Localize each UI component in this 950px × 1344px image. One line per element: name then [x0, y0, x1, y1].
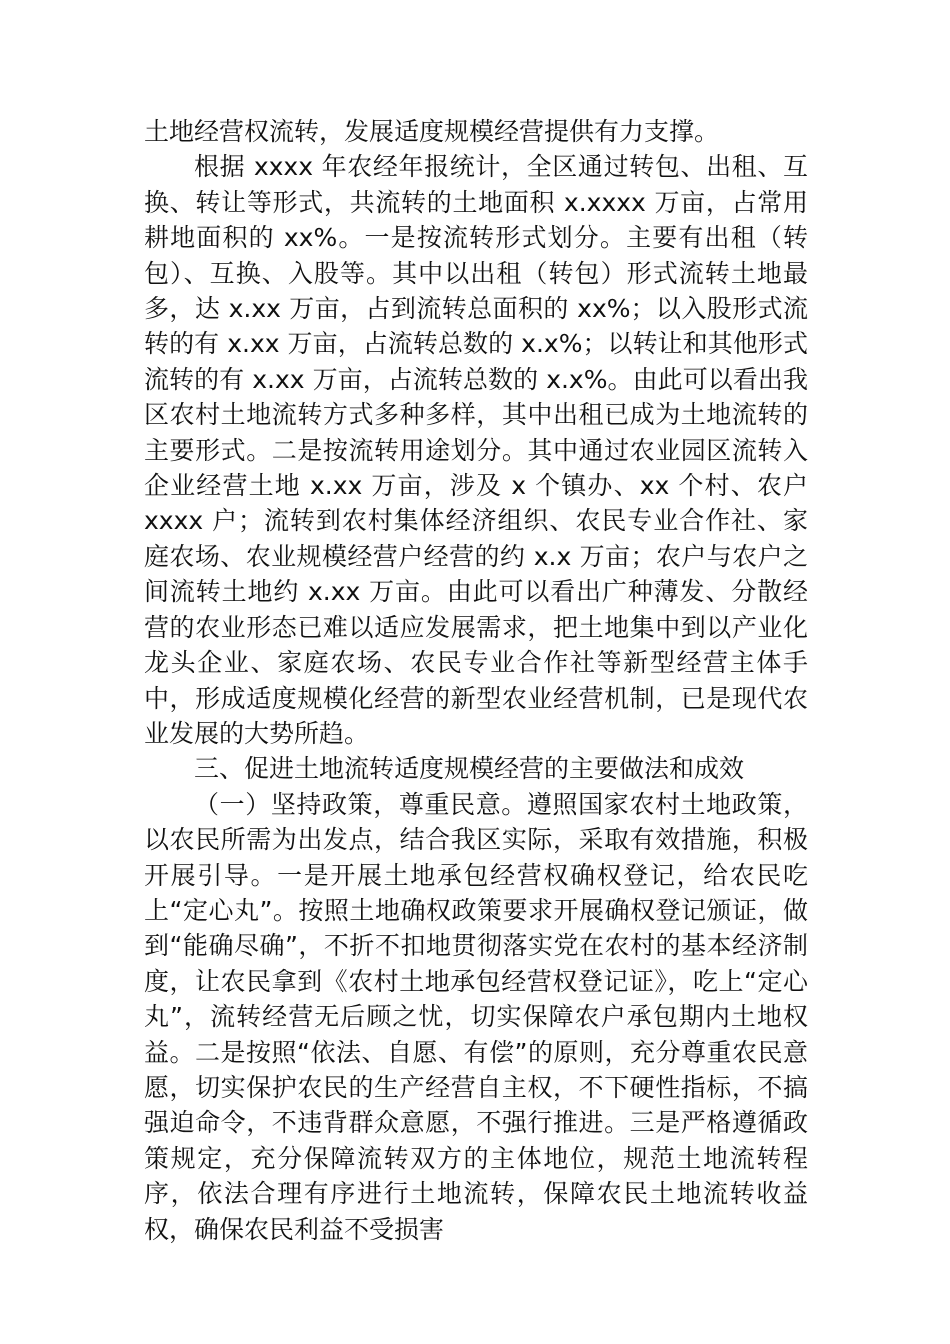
paragraph-statistics: 根据 xxxx 年农经年报统计，全区通过转包、出租、互换、转让等形式，共流转的土地面积 x.xxxx 万亩，占常用耕地面积的 xx%。一是按流转形式划分。主要有出租（转包）、互换、入股等。其中以出租（转包）形式流转土地最多，达 x.xx 万亩，占到流转总面积的 xx%；以入股形式流转的有 x.xx 万亩，占流转总数的 x.x%；以转让和其他形式流转的有 x.xx 万亩，占流转总数的 x.x%。由此可以看出我区农村土地流转方式多种多样，其中出租已成为土地流转的主要形式。二是按流转用途划分。其中通过农业园区流转入企业经营土地 x.xx 万亩，涉及 x 个镇办、xx 个村、农户 xxxx 户；流转到农村集体经济组织、农民专业合作社、家庭农场、农业规模经营户经营的约 x.x 万亩；农户与农户之间流转土地约 x.xx 万亩。由此可以看出广种薄发、分散经营的农业形态已难以适应发展需求，把土地集中到以产业化龙头企业、家庭农场、农民专业合作社等新型经营主体手中，形成适度规模化经营的新型农业经营机制，已是现代农业发展的大势所趋。 — [144, 152, 808, 748]
paragraph-policy: （一）坚持政策，尊重民意。遵照国家农村土地政策，以农民所需为出发点，结合我区实际，采取有效措施，积极开展引导。一是开展土地承包经营权确权登记，给农民吃上“定心丸”。按照土地确权政策要求开展确权登记颁证，做到“能确尽确”，不折不扣地贯彻落实党在农村的基本经济制度，让农民拿到《农村土地承包经营权登记证》，吃上“定心丸”，流转经营无后顾之忧，切实保障农户承包期内土地权益。二是按照“依法、自愿、有偿”的原则，充分尊重农民意愿，切实保护农民的生产经营自主权，不下硬性指标，不搞强迫命令，不违背群众意愿，不强行推进。三是严格遵循政策规定，充分保障流转双方的主体地位，规范土地流转程序，依法合理有序进行土地流转，保障农民土地流转收益权，确保农民利益不受损害 — [144, 789, 808, 1244]
document-body — [144, 114, 808, 1247]
section-heading: 三、促进土地流转适度规模经营的主要做法和成效 — [194, 754, 745, 784]
paragraph-continuation: 土地经营权流转，发展适度规模经营提供有力支撑。 — [144, 117, 720, 146]
